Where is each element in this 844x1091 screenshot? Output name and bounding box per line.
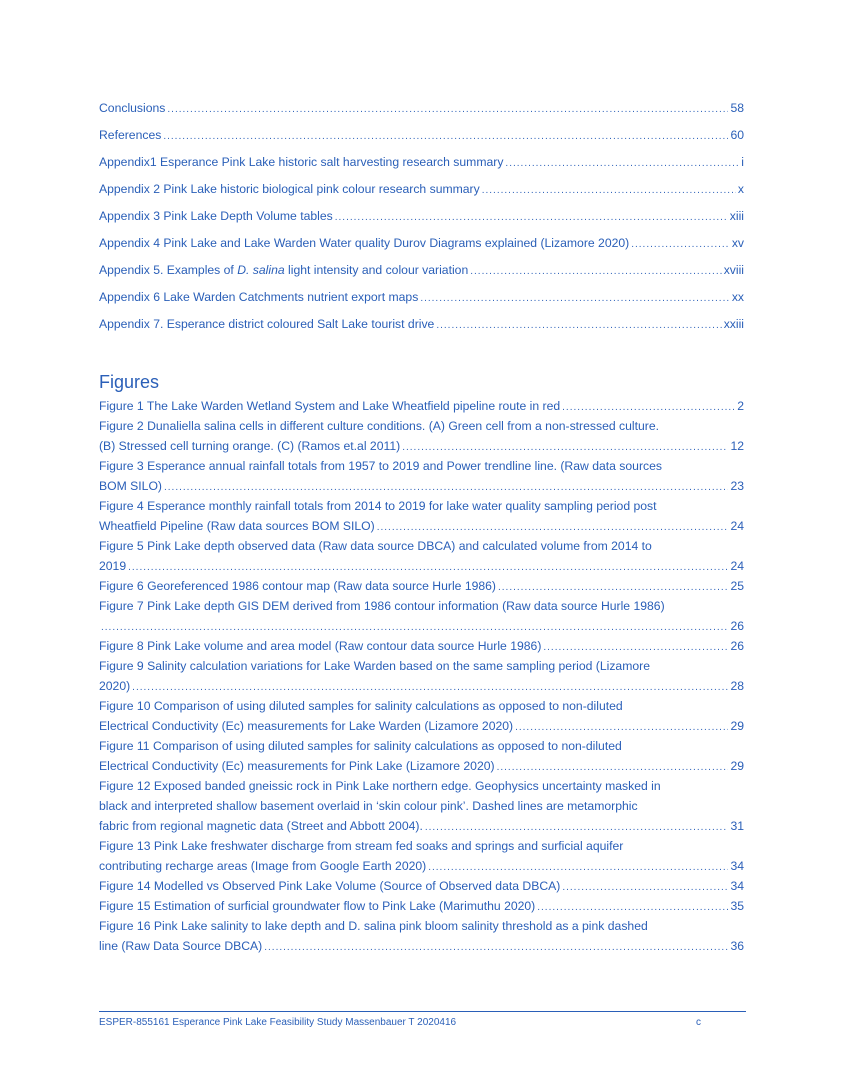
figure-entry-title: line (Raw Data Source DBCA) <box>99 939 263 953</box>
figure-entry-title: Electrical Conductivity (Ec) measurements for Pink Lake (Lizamore 2020) <box>99 759 495 773</box>
figure-entry-page: 34 <box>730 859 744 873</box>
figure-entry-title: Figure 6 Georeferenced 1986 contour map (Raw data source Hurle 1986) <box>99 579 496 593</box>
toc-entry-page: 60 <box>730 128 744 142</box>
figure-entry-page: 25 <box>730 579 744 593</box>
figure-entry-line[interactable]: Figure 9 Salinity calculation variations for Lake Warden based on the same sampling period (Lizamore <box>99 659 650 673</box>
figure-entry-12[interactable] <box>99 818 744 836</box>
figure-entry-8[interactable] <box>99 638 744 656</box>
figure-entry-page: 24 <box>730 559 744 573</box>
figure-entry-title: Figure 8 Pink Lake volume and area model (Raw contour data source Hurle 1986) <box>99 639 542 653</box>
figure-entry-page: 24 <box>730 519 744 533</box>
figure-entry-line[interactable]: black and interpreted shallow basement overlaid in ‘skin colour pink’. Dashed lines are metamorphic <box>99 799 638 813</box>
toc-entry-title-italic: D. salina <box>237 263 285 277</box>
dot-leader <box>562 880 728 896</box>
figure-entry-page: 29 <box>730 759 744 773</box>
dot-leader <box>420 291 730 307</box>
dot-leader <box>264 940 728 956</box>
toc-entry-page: xviii <box>723 263 744 277</box>
dot-leader <box>631 237 730 253</box>
toc-entry-page: 58 <box>730 101 744 115</box>
figure-entry-line[interactable]: Figure 4 Esperance monthly rainfall totals from 2014 to 2019 for lake water quality sampling period post <box>99 499 657 513</box>
figure-entry-page: 31 <box>730 819 744 833</box>
dot-leader <box>515 720 728 736</box>
dot-leader <box>128 560 728 576</box>
figure-entry-title: BOM SILO) <box>99 479 162 493</box>
figure-entry-page: 12 <box>730 439 744 453</box>
figure-entry-line[interactable]: Figure 16 Pink Lake salinity to lake depth and D. salina pink bloom salinity threshold as a pink dashed <box>99 919 648 933</box>
toc-entry-page: xiii <box>729 209 744 223</box>
dot-leader <box>164 480 728 496</box>
figure-entry-page: 23 <box>730 479 744 493</box>
dot-leader <box>470 264 721 280</box>
figure-entry-line[interactable]: Figure 13 Pink Lake freshwater discharge from stream fed soaks and springs and surficial aquifer <box>99 839 624 853</box>
toc-entry-title: Appendix 2 Pink Lake historic biological pink colour research summary <box>99 182 480 196</box>
figure-entry-line[interactable]: Figure 11 Comparison of using diluted samples for salinity calculations as opposed to non-diluted <box>99 739 622 753</box>
dot-leader <box>335 210 728 226</box>
dot-leader <box>132 680 728 696</box>
dot-leader <box>167 102 728 118</box>
figure-entry-13[interactable] <box>99 858 744 876</box>
toc-entry-appendix-5[interactable] <box>99 262 744 280</box>
toc-entry-appendix-3[interactable] <box>99 208 744 226</box>
toc-entry-appendix-4[interactable] <box>99 235 744 253</box>
dot-leader <box>425 820 729 836</box>
figure-entry-title: Electrical Conductivity (Ec) measurements for Lake Warden (Lizamore 2020) <box>99 719 514 733</box>
dot-leader <box>562 400 735 416</box>
dot-leader <box>482 183 736 199</box>
figure-entry-9[interactable] <box>99 678 744 696</box>
dot-leader <box>505 156 739 172</box>
figure-entry-line[interactable]: Figure 10 Comparison of using diluted samples for salinity calculations as opposed to non-diluted <box>99 699 623 713</box>
figure-entry-title: Wheatfield Pipeline (Raw data sources BOM SILO) <box>99 519 375 533</box>
toc-entry-appendix-6[interactable] <box>99 289 744 307</box>
toc-entry-appendix-2[interactable] <box>99 181 744 199</box>
figure-entry-7[interactable] <box>99 618 744 636</box>
figure-entry-line[interactable]: Figure 5 Pink Lake depth observed data (Raw data source DBCA) and calculated volume from 2014 to <box>99 539 652 553</box>
dot-leader <box>436 318 721 334</box>
figure-entry-4[interactable] <box>99 518 744 536</box>
toc-entry-appendix-1[interactable] <box>99 154 744 172</box>
figure-entry-10[interactable] <box>99 718 744 736</box>
toc-entry-page: i <box>741 155 744 169</box>
toc-entry-title: References <box>99 128 162 142</box>
toc-entry-title-end: light intensity and colour variation <box>284 263 469 277</box>
toc-entry-page: xxiii <box>723 317 744 331</box>
figure-entry-title: Figure 15 Estimation of surficial groundwater flow to Pink Lake (Marimuthu 2020) <box>99 899 536 913</box>
toc-entry-title-start: Appendix 5. Examples of <box>99 263 238 277</box>
figure-entry-11[interactable] <box>99 758 744 776</box>
figure-entry-line[interactable]: Figure 3 Esperance annual rainfall totals from 1957 to 2019 and Power trendline line. (Raw data sources <box>99 459 662 473</box>
toc-entry-title: Appendix 6 Lake Warden Catchments nutrient export maps <box>99 290 419 304</box>
figure-entry-title: fabric from regional magnetic data (Street and Abbott 2004). <box>99 819 423 833</box>
figure-entry-16[interactable] <box>99 938 744 956</box>
figure-entry-page: 34 <box>730 879 744 893</box>
figure-entry-14[interactable] <box>99 878 744 896</box>
toc-entry-page: x <box>737 182 744 196</box>
toc-entry-references[interactable] <box>99 127 744 145</box>
figure-entry-page: 35 <box>730 899 744 913</box>
toc-entry-page: xx <box>731 290 744 304</box>
footer-divider <box>99 1011 746 1012</box>
figure-entry-title: (B) Stressed cell turning orange. (C) (Ramos et.al 2011) <box>99 439 401 453</box>
figure-entry-line[interactable]: Figure 12 Exposed banded gneissic rock in Pink Lake northern edge. Geophysics uncertainty masked in <box>99 779 661 793</box>
footer-page-number: c <box>696 1017 701 1028</box>
toc-entry-title <box>99 262 468 278</box>
dot-leader <box>498 580 728 596</box>
figure-entry-page: 36 <box>730 939 744 953</box>
figure-entry-title: 2019 <box>99 559 127 573</box>
dot-leader <box>163 129 728 145</box>
toc-entry-title: Appendix 4 Pink Lake and Lake Warden Water quality Durov Diagrams explained (Lizamore 2020) <box>99 236 630 250</box>
toc-entry-page: xv <box>731 236 744 250</box>
figure-entry-5[interactable] <box>99 558 744 576</box>
toc-entry-title: Conclusions <box>99 101 166 115</box>
dot-leader <box>428 860 728 876</box>
dot-leader <box>402 440 728 456</box>
dot-leader <box>537 900 728 916</box>
figure-entry-page: 26 <box>730 619 744 633</box>
figure-entry-6[interactable] <box>99 578 744 596</box>
figure-entry-3[interactable] <box>99 478 744 496</box>
footer-document-id: ESPER-855161 Esperance Pink Lake Feasibility Study Massenbauer T 2020416 <box>99 1017 457 1028</box>
dot-leader <box>497 760 729 776</box>
figure-entry-title: Figure 1 The Lake Warden Wetland System and Lake Wheatfield pipeline route in red <box>99 399 561 413</box>
figure-entry-page: 28 <box>730 679 744 693</box>
figure-entry-page: 26 <box>730 639 744 653</box>
figure-entry-line[interactable]: Figure 2 Dunaliella salina cells in different culture conditions. (A) Green cell from a non-stressed culture. <box>99 419 659 433</box>
dot-leader <box>101 620 728 636</box>
figure-entry-page: 2 <box>737 399 744 413</box>
figures-heading: Figures <box>99 372 160 392</box>
toc-entry-appendix-7[interactable] <box>99 316 744 334</box>
figure-entry-page: 29 <box>730 719 744 733</box>
figure-entry-2[interactable] <box>99 438 744 456</box>
toc-entry-title: Appendix1 Esperance Pink Lake historic salt harvesting research summary <box>99 155 504 169</box>
figure-entry-line[interactable]: Figure 7 Pink Lake depth GIS DEM derived from 1986 contour information (Raw data source Hurle 1986) <box>99 599 665 613</box>
toc-entry-title: Appendix 7. Esperance district coloured Salt Lake tourist drive <box>99 317 435 331</box>
toc-entry-title: Appendix 3 Pink Lake Depth Volume tables <box>99 209 333 223</box>
figure-entry-1[interactable] <box>99 398 744 416</box>
figure-entry-title: contributing recharge areas (Image from Google Earth 2020) <box>99 859 427 873</box>
dot-leader <box>377 520 729 536</box>
figure-entry-title: Figure 14 Modelled vs Observed Pink Lake Volume (Source of Observed data DBCA) <box>99 879 561 893</box>
figure-entry-15[interactable] <box>99 898 744 916</box>
figure-entry-title: 2020) <box>99 679 131 693</box>
toc-entry-conclusions[interactable] <box>99 100 744 118</box>
dot-leader <box>543 640 728 656</box>
